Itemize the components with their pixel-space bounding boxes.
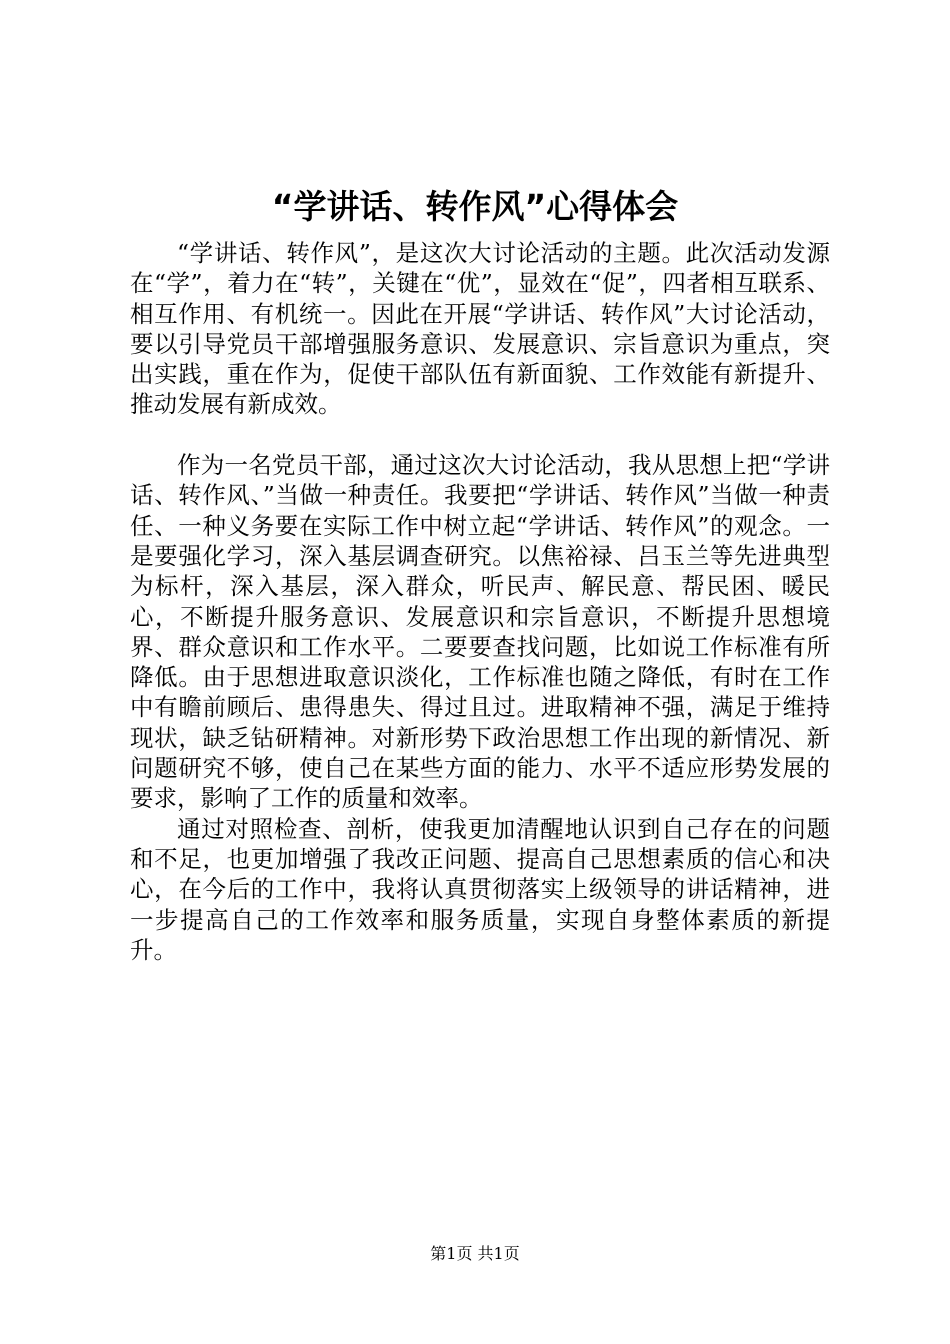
document-title: “学讲话、转作风”心得体会: [271, 187, 679, 226]
paragraph-1: “学讲话、转作风”，是这次大讨论活动的主题。此次活动发源在“学”，着力在“转”，关键在“优”，显效在“促”，四者相互联系、相互作用、有机统一。因此在开展“学讲话、转作风”大讨论活动，要以引导党员干部增强服务意识、发展意识、宗旨意识为重点，突出实践，重在作为，促使干部队伍有新面貌、工作效能有新提升、推动发展有新成效。: [130, 239, 830, 419]
paragraph-2: 作为一名党员干部，通过这次大讨论活动，我从思想上把“学讲话、转作风、”当做一种责任。我要把“学讲话、转作风”当做一种责任、一种义务要在实际工作中树立起“学讲话、转作风”的观念。一是要强化学习，深入基层调查研究。以焦裕禄、吕玉兰等先进典型为标杆，深入基层，深入群众，听民声、解民意、帮民困、暖民心，不断提升服务意识、发展意识和宗旨意识，不断提升思想境界、群众意识和工作水平。二要要查找问题，比如说工作标准有所降低。由于思想进取意识淡化，工作标准也随之降低，有时在工作中有瞻前顾后、患得患失、得过且过。进取精神不强，满足于维持现状，缺乏钻研精神。对新形势下政治思想工作出现的新情况、新问题研究不够，使自己在某些方面的能力、水平不适应形势发展的要求，影响了工作的质量和效率。: [130, 451, 830, 813]
document-body: [130, 238, 830, 965]
paragraph-3: 通过对照检查、剖析，使我更加清醒地认识到自己存在的问题和不足，也更加增强了我改正问题、提高自己思想素质的信心和决心，在今后的工作中，我将认真贯彻落实上级领导的讲话精神，进一步提高自己的工作效率和服务质量，实现自身整体素质的新提升。: [130, 814, 830, 964]
page-footer: 第1页 共1页: [430, 1244, 520, 1263]
